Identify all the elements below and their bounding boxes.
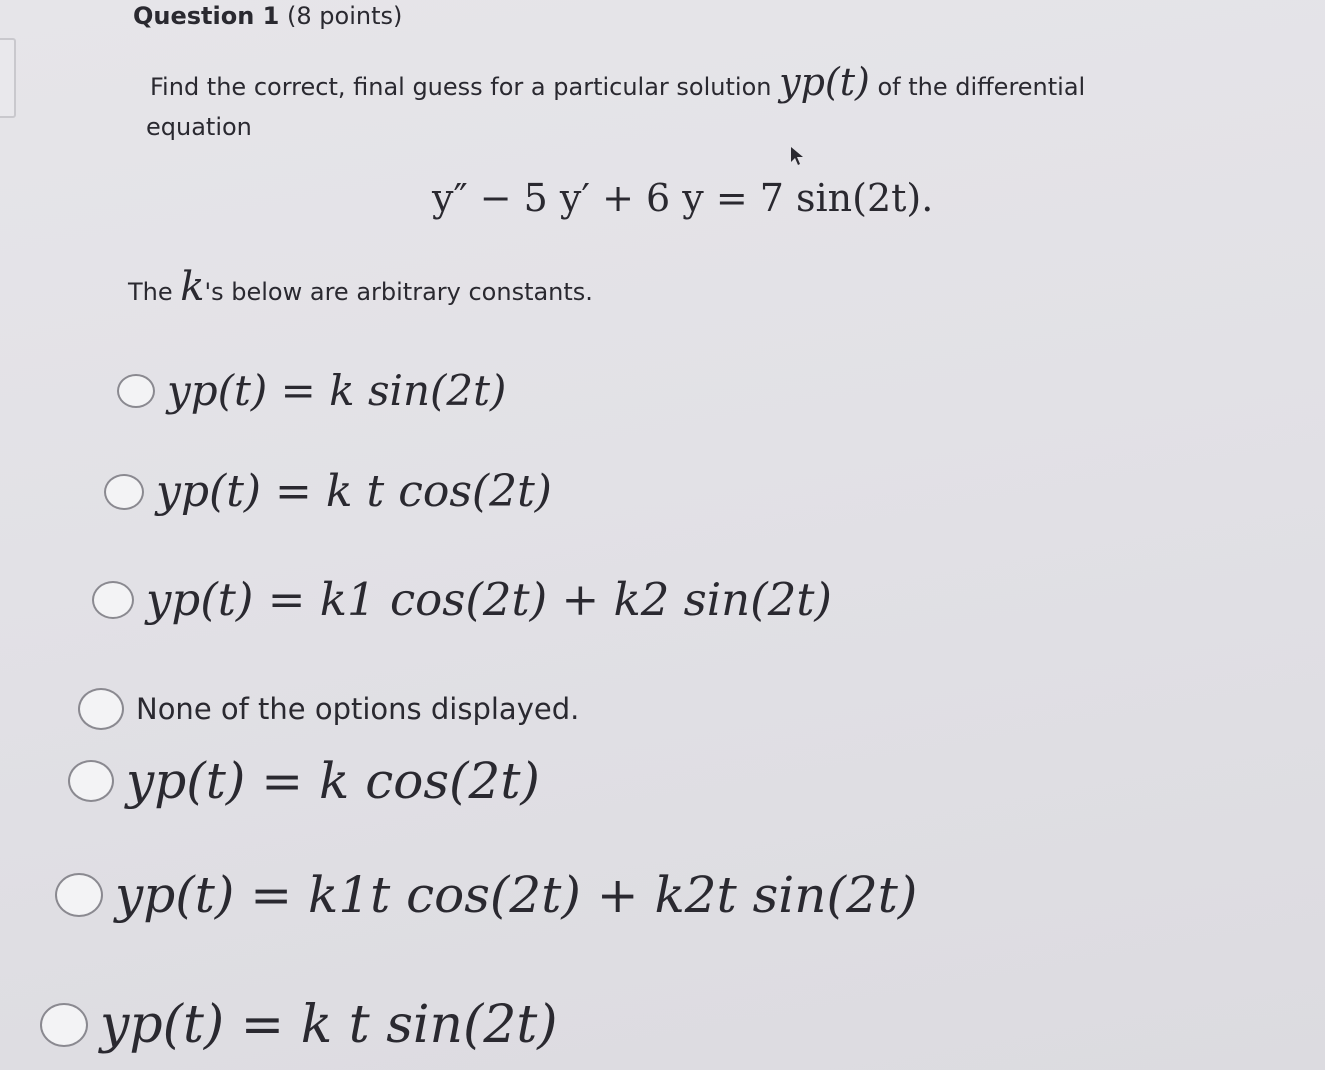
answer-option[interactable] — [117, 366, 506, 415]
option-label: yp(t) = k sin(2t) — [167, 366, 507, 415]
prompt-text-after: of the differential — [877, 73, 1086, 101]
radio-button[interactable] — [117, 374, 155, 408]
question-title: Question 1 — [133, 2, 280, 30]
side-panel-edge — [0, 38, 16, 118]
radio-button[interactable] — [104, 474, 144, 510]
question-points: (8 points) — [287, 2, 403, 30]
constants-note-before: The — [128, 278, 173, 306]
question-header — [133, 2, 402, 30]
prompt-line-2: equation — [146, 113, 252, 141]
radio-button[interactable] — [40, 1003, 88, 1047]
answer-option[interactable] — [55, 866, 917, 924]
radio-button[interactable] — [78, 688, 124, 730]
prompt-symbol: yp(t) — [779, 60, 870, 104]
answer-option[interactable] — [92, 573, 832, 626]
mouse-cursor-icon — [789, 146, 805, 166]
option-label: yp(t) = k t cos(2t) — [156, 466, 552, 517]
k-symbol: k — [180, 264, 205, 310]
radio-button[interactable] — [92, 581, 134, 619]
option-label: yp(t) = k cos(2t) — [126, 752, 540, 810]
option-label: yp(t) = k1 cos(2t) + k2 sin(2t) — [146, 573, 832, 626]
answer-option[interactable] — [78, 688, 579, 730]
answer-option[interactable] — [104, 466, 552, 517]
radio-button[interactable] — [68, 760, 114, 802]
radio-button[interactable] — [55, 873, 103, 917]
constants-note — [128, 264, 593, 310]
option-label: yp(t) = k1t cos(2t) + k2t sin(2t) — [115, 866, 918, 924]
option-label: yp(t) = k t sin(2t) — [100, 995, 558, 1055]
prompt-text-before: Find the correct, final guess for a particular solution — [150, 73, 772, 101]
differential-equation: y″ − 5 y′ + 6 y = 7 sin(2t). — [432, 176, 934, 220]
answer-option[interactable] — [68, 752, 540, 810]
question-prompt — [146, 60, 1210, 147]
constants-note-after: 's below are arbitrary constants. — [204, 278, 593, 306]
answer-option[interactable] — [40, 995, 558, 1055]
option-label: None of the options displayed. — [136, 692, 580, 726]
